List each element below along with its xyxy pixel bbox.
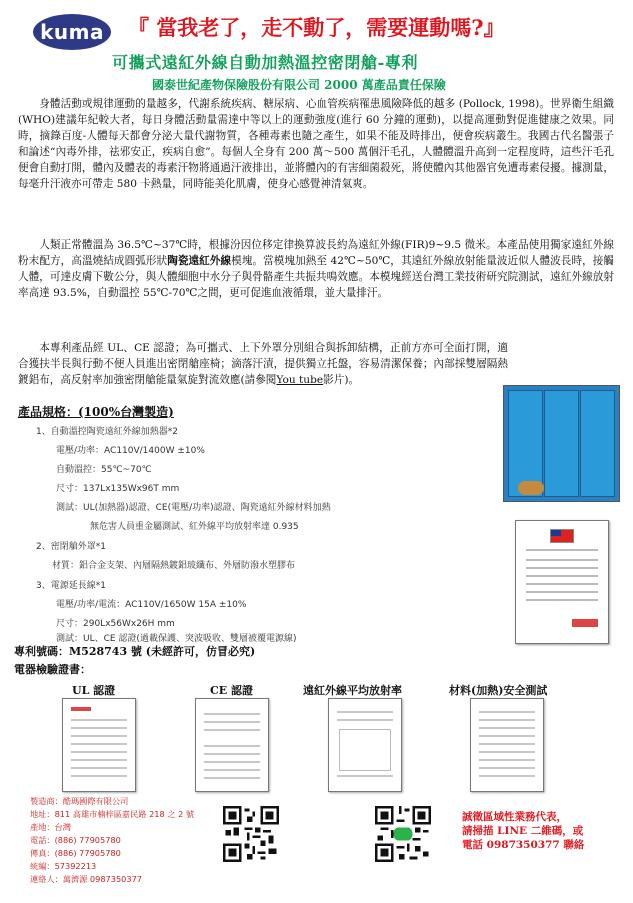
paragraph-product: [18, 340, 508, 388]
company-taxid: 統編：57392213: [30, 861, 97, 871]
spec-1-temp: 自動溫控：55℃~70℃: [56, 465, 152, 475]
paragraph-fir-a: 人類正常體溫為 36.5℃~37℃時，根據汾因位移定律換算波長約為遠紅外線(FIR)9~9.5 微米。本產品使用獨家遠紅外線粉末配方，高溫燒結成圓弧形狀: [18, 239, 614, 267]
spec-title: 產品規格：(100%台灣製造): [18, 405, 174, 419]
company-name: 製造商：酷瑪國際有限公司: [30, 796, 129, 806]
paragraph-product-b: 影片)。: [323, 374, 360, 386]
company-contact: 連絡人：萬濟源 0987350377: [30, 874, 143, 884]
spec-2-material: 材質：鋁合金支架、內層隔熱鍍鋁玻纖布、外層防潑水塑膠布: [52, 561, 296, 571]
cert-line: [526, 559, 598, 561]
company-fax: 傳真：(886) 77905780: [30, 848, 121, 858]
cert-line: [526, 549, 598, 551]
certificate-document: [515, 520, 609, 644]
cert-line: [526, 591, 598, 593]
safety-label: 材料(加熱)安全測試: [449, 684, 548, 697]
insurance-line: 國泰世紀產物保險股份有限公司 2000 萬產品責任保險: [152, 78, 446, 92]
spec-2-title: 2、密閉艙外罩*1: [36, 542, 106, 552]
cert-line: [526, 575, 598, 577]
headline: 『 當我老了，走不動了，需要運動嗎?』: [128, 15, 505, 40]
report-chart-icon: [339, 729, 391, 771]
paragraph-health: 身體活動或規律運動的量越多，代謝系統疾病、糖尿病、心血管疾病罹患風險降低的越多 (Pollock, 1998)。世界衛生組織 (WHO)建議年紀較大者，每日身體活動量需達中等以上的運動強度(進行 60 分鐘的運動)，以提高運動對促進健康之效果。同時，摘錄百度-人體每天都會分泌大量代謝物質，各種毒素也隨之產生，如果不能及時排出，便會疾病叢生。我國古代名醫張子和論述“內毒外排，祛邪安正，疾病自愈”。每個人全身有 200 萬～500 萬個汗毛孔，人體體溫升高到一定程度時，這些汗毛孔便會自動打開，體內及體表的毒素汗物將通過汗液排出，並將體內的有害細菌殺死，將使體內其他器官免遭毒素侵擾。據測量，每毫升汗液亦可帶走 580 卡熱量，同時能美化肌膚，使身心感覺神清氣爽。: [18, 98, 614, 190]
spec-1-size: 尺寸：137Lx135Wx96T mm: [56, 484, 180, 494]
spec-3-size: 尺寸：290Lx56Wx26H mm: [56, 619, 175, 629]
seal-icon: [572, 619, 598, 627]
line-qr-code-icon[interactable]: [375, 806, 431, 862]
kuma-logo: kuma: [33, 14, 111, 50]
reports-title: 電器檢驗證書：: [14, 663, 91, 676]
ul-certificate-thumb: [62, 698, 136, 792]
company-origin: 產地：台灣: [30, 822, 71, 832]
company-address: 地址：811 高雄市楠梓區嘉民路 218 之 2 號: [30, 809, 195, 819]
youtube-qr-code-icon[interactable]: [223, 806, 279, 862]
ce-certificate-thumb: [195, 698, 269, 792]
spec-3-test: 測試：UL、CE 認證(過載保護、突波吸收、雙層被覆電源線): [56, 634, 297, 644]
cert-line: [526, 567, 598, 569]
spec-1-title: 1、自動溫控陶瓷遠紅外線加熱器*2: [36, 427, 178, 437]
product-photo: [503, 385, 620, 502]
promo-line-2: 請掃描 LINE 二維碼，或: [462, 825, 584, 837]
paragraph-fir: [18, 237, 614, 301]
photo-panel-center: [544, 390, 579, 497]
promo-line-1: 誠徵區域性業務代表，: [462, 811, 567, 823]
paragraph-fir-b: 模塊。當模塊加熱至 42℃~50℃，其遠紅外線放射能量波近似人體波長時，接觸人體，可達皮膚下數公分，與人體細胞中水分子與骨骼產生共振共鳴效應。本模塊經送台灣工業技術研究院測試，遠紅外線放射率高達 93.5%，自動溫控 55℃-70℃之間，更可促進血液循環，並大量排汗。: [18, 255, 615, 299]
photo-panel-right: [580, 390, 615, 497]
spec-3-power: 電壓/功率/電流：AC110V/1650W 15A ±10%: [56, 600, 247, 610]
spec-1-test-1: 測試：UL(加熱器)認證、CE(電壓/功率)認證、陶瓷遠紅外線材料加熱: [56, 503, 331, 513]
cert-line: [526, 583, 598, 585]
paragraph-product-a: 本專利產品經 UL、CE 認證；為可攜式、上下外罩分別組合與拆卸結構，正前方亦可全面打開，適合獲扶半長與行動不便人員進出密閉艙座椅；滴落汗漬，提供獨立托盤，容易清潔保養；內部採雙層隔熱鍍鋁布，高反射率加強密閉艙能量氣旋對流效應(請參閱: [18, 342, 508, 386]
photo-dog: [518, 481, 544, 495]
ce-label: CE 認證: [210, 684, 253, 697]
fir-label: 遠紅外線平均放射率: [303, 684, 402, 697]
ceramic-fir-highlight: 陶瓷遠紅外線: [167, 255, 232, 267]
product-title: 可攜式遠紅外線自動加熱溫控密閉艙-專利: [112, 53, 419, 72]
spec-3-title: 3、電源延長線*1: [36, 581, 106, 591]
cert-line: [526, 599, 598, 601]
promo-line-3: 電話 0987350377 聯絡: [462, 839, 585, 851]
patent-number: 專利號碼：M528743 號 (未經許可，仿冒必究): [14, 645, 256, 658]
ul-label: UL 認證: [72, 684, 116, 697]
company-tel: 電話：(886) 77905780: [30, 835, 121, 845]
flag-icon: [550, 529, 574, 543]
youtube-link[interactable]: You tube: [276, 374, 324, 386]
spec-1-test-2: 無危害人員重金屬測試、紅外線平均放射率達 0.935: [90, 522, 299, 532]
fir-report-thumb: [328, 698, 402, 792]
safety-report-thumb: [470, 698, 544, 792]
doc-header-mark: [71, 707, 91, 711]
spec-1-power: 電壓/功率：AC110V/1400W ±10%: [56, 446, 205, 456]
